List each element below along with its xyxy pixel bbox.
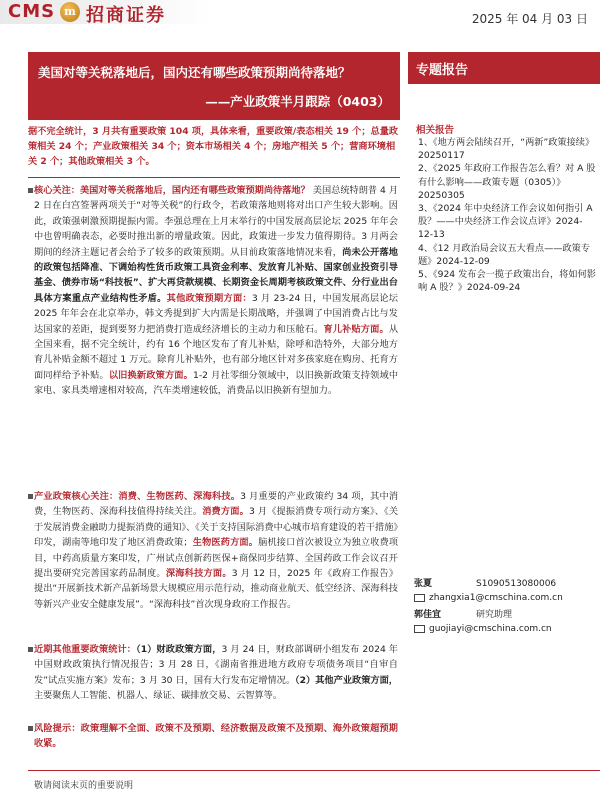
section-text-bold: 尚未公开落地的政策包括降准、下调始构性货币政策工具资金利率、发放育儿补贴、国家创业投资引导基金、债券市场“科技板”、扩大再贷款规模、长期资金长周期考核政策文件、分行业出台具体方案重点产业结构性矛盾。: [34, 246, 398, 304]
related-reports-list: [418, 136, 596, 294]
summary-paragraph: 据不完全统计，3 月共有重要政策 104 项，具体来看，重要政策/表态相关 19 个；总量政策相关 24 个；产业政策相关 34 个；资本市场相关 4 个；房地产相关 5 个；营商环境相关 2 个；其他政策相关 3 个。: [28, 126, 399, 168]
section-core-focus: [34, 183, 398, 399]
section-text: 1-2 月社零细分领域中，以旧换新政策支持领域中家电、家具类增速相对较高，汽车类增速较低，消费品以旧换新有望加力。: [34, 369, 399, 397]
section-subheading: （1）财政政策方面，: [136, 644, 222, 655]
author-2: [414, 607, 512, 620]
section-text: 美国总统特朗普 4 月 2 日在白宫签署两项关于“对等关税”的行政令，若政策落地则将对出口产生较大影响。因此，政策强刺激预期提振内需。李强总理在上月末举行的中国发展高层论坛 2025 年年会中也曾明确表态，必要时推出新的增量政策。因此，政策进一步发力值得期待。3 月两会期间的经济主题记者会给予了较多的政策预期。从目前政策落地情况来看，: [34, 185, 399, 258]
report-title: 美国对等关税落地后，国内还有哪些政策预期尚待落地？: [38, 65, 351, 80]
report-subtitle: ——产业政策半月跟踪（0403）: [205, 94, 390, 109]
author-id: 研究助理: [476, 610, 513, 620]
author-name: 郭佳宜: [414, 610, 442, 620]
bullet-icon: [28, 188, 33, 193]
author-email[interactable]: guojiayi@cmschina.com.cn: [429, 624, 552, 634]
section-heading: 产业政策核心关注：消费、生物医药、深海科技。: [34, 491, 241, 502]
author-1: [414, 576, 556, 589]
section-subheading: 生物医药方面。: [192, 537, 259, 549]
title-box: [28, 52, 400, 120]
mail-icon: [414, 594, 425, 602]
divider: [28, 177, 400, 178]
section-subheading: 消费方面。: [202, 506, 249, 518]
author-id: S1090513080006: [476, 579, 557, 589]
author-email[interactable]: zhangxia1@cmschina.com.cn: [429, 593, 563, 603]
section-industry-policy: [34, 489, 398, 612]
footer-disclaimer: 敬请阅读末页的重要说明: [34, 781, 134, 791]
related-report-item[interactable]: 2、《2025 年政府工作报告怎么看？对 A 股有什么影响——政策专题（0305）》20250305: [418, 163, 596, 201]
section-heading: 近期其他重要政策统计：: [34, 644, 137, 655]
logo-latin: CMS: [8, 1, 56, 22]
report-type: 专题报告: [416, 63, 469, 78]
section-text: 3 月重要的产业政策约 34 项，其中消费，生物医药、深海科技值得持续关注。: [34, 491, 399, 518]
bullet-icon: [28, 494, 33, 499]
section-subheading: 以旧换新政策方面。: [108, 369, 194, 381]
section-text: 3 月 23-24 日，中国发展高层论坛 2025 年年会在北京举办，韩文秀提到扩大内需是长期战略，并强调了中国消费占比与发达国家的差距，提到要努力把消费打造成经济增长的主动力和压舱石。: [34, 292, 398, 335]
section-text: 3 月 24 日，财政部调研小组发布 2024 年中国财政政策执行情况报告；3 月 28 日，《湖南省推进地方政府专项债务项目“自审自发”试点实施方案》发布；3 月 30 日，国有大行发布定增情况。: [34, 644, 398, 686]
top-bar: [0, 0, 600, 40]
report-date: 2025 年 04 月 03 日: [471, 12, 588, 26]
footer-divider: [28, 770, 600, 771]
section-text: 3 月 12 日，2025 年《政府工作报告》提出“开展新技术新产品新场景大规模应用示范行动，推动商业航天、低空经济、深海科技等新兴产业安全健康发展”。“深海科技”首次现身政府工作报告。: [34, 568, 399, 610]
section-text: 脑机接口首次被设立为独立收费项目，中药高质量方案印发，广州试点创新药医保+商保同步结算、全国药政工作会议召开提出要研究完善国家药品制度。: [34, 537, 399, 580]
author-2-email-row: [414, 624, 552, 634]
related-report-item[interactable]: 5、《924 发布会一揽子政策出台，将如何影响 A 股？》2024-09-24: [418, 269, 596, 294]
related-report-item[interactable]: 1、《地方两会陆续召开，“两新”政策接续》20250117: [418, 137, 595, 162]
section-other-policies: [34, 642, 398, 704]
risk-warning: 风险提示：政策理解不全面、政策不及预期、经济数据及政策不及预期、海外政策超预期收紧。: [34, 723, 398, 750]
logo: [0, 0, 210, 24]
section-text: 主要聚焦人工智能、机器人、绿证、碳排放交易、云智算等。: [34, 690, 283, 702]
section-subheading: 其他政策预期方面：: [166, 292, 252, 304]
author-name: 张夏: [414, 579, 433, 589]
section-text: 3 月《提振消费专项行动方案》、《关于发展消费金融助力提振消费的通知》、《关于支持国际消费中心城市培育建设的若干措施》印发，湖南等地印发了地区消费政策；: [34, 506, 399, 549]
related-report-item[interactable]: 4、《12 月政治局会议五大看点——政策专题》2024-12-09: [418, 242, 591, 267]
mail-icon: [414, 625, 425, 633]
section-heading: 核心关注：美国对等关税落地后，国内还有哪些政策预期尚待落地？: [34, 185, 310, 196]
section-subheading: （2）其他产业政策方面，: [295, 674, 398, 686]
section-risk: [34, 721, 398, 752]
bullet-icon: [28, 647, 33, 652]
author-1-email-row: [414, 593, 563, 603]
related-report-item[interactable]: 3、《2024 年中央经济工作会议如何指引 A 股？——中央经济工作会议点评》2024-12-13: [418, 203, 593, 241]
section-subheading: 育儿补贴方面。: [323, 323, 389, 335]
section-subheading: 深海科技方面。: [165, 568, 232, 580]
section-text: 从全国来看，据不完全统计，约有 16 个地区发布了育儿补贴，除呼和浩特外，大部分地方育儿补贴金额不超过 1 万元。除育儿补贴外，也有部分地区针对多孩家庭在购房、托育方面同样给予补贴。: [34, 323, 399, 381]
report-type-box: [408, 52, 600, 84]
related-reports-label: 相关报告: [416, 125, 455, 136]
logo-chinese: 招商证券: [86, 5, 166, 26]
bullet-icon: [28, 726, 33, 731]
logo-mark-icon: m: [60, 2, 80, 22]
